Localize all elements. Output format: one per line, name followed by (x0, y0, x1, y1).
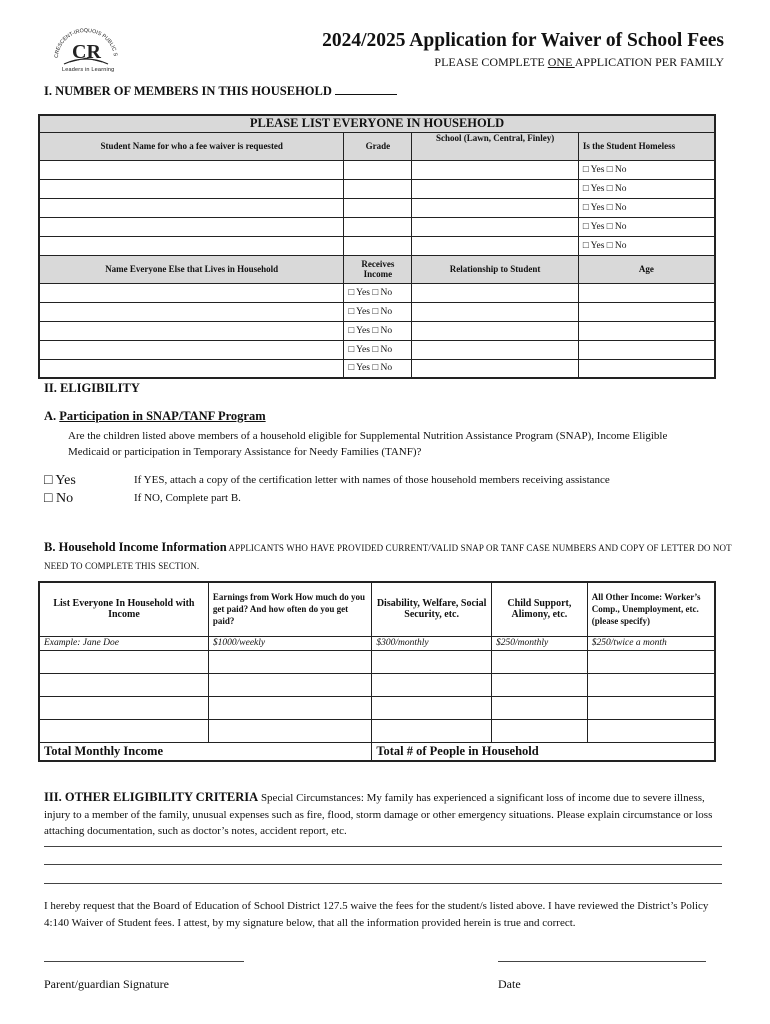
homeless-checkbox[interactable]: □ Yes □ No (578, 179, 715, 198)
income-table (38, 581, 716, 762)
logo-caption: Leaders in Learning (62, 67, 115, 73)
header-income-name: List Everyone In Household with Income (39, 582, 208, 636)
signature-label: Parent/guardian Signature (44, 977, 169, 991)
homeless-checkbox[interactable]: □ Yes □ No (578, 160, 715, 179)
disability-cell[interactable] (372, 719, 492, 742)
logo-ring-text: CRESCENT-IROQUOIS PUBLIC S (53, 27, 118, 59)
members-count-field[interactable] (335, 84, 397, 95)
date-field[interactable] (498, 961, 706, 962)
grade-cell[interactable] (344, 217, 412, 236)
table-row (39, 160, 715, 179)
header-household-name: Name Everyone Else that Lives in Household (39, 255, 344, 283)
section-a-text: Are the children listed above members of a household eligible for Supplemental Nutrition Assistance Program (SNAP), Income Eligible Medicaid or participation in Temporary Assistance for Needy Families (TANF)? (68, 430, 668, 458)
homeless-checkbox[interactable]: □ Yes □ No (578, 217, 715, 236)
table-row (39, 696, 715, 719)
example-name: Example: Jane Doe (39, 636, 208, 650)
school-cell[interactable] (412, 217, 579, 236)
table-row (39, 236, 715, 255)
section-3-text: Special Circumstances: My family has experienced a significant loss of income due to severe illness, injury to a member of the family, unusual expenses such as fire, flood, storm damage or other emergency situations. Please explain circumstance or loss attaching documentation, such as doctor’s notes, accident report, etc. (44, 792, 713, 837)
example-other: $250/twice a month (587, 636, 715, 650)
grade-cell[interactable] (344, 198, 412, 217)
header-earnings: Earnings from Work How much do you get paid? And how often do you get paid? (208, 582, 371, 636)
member-name-cell[interactable] (39, 283, 344, 302)
snap-no-checkbox[interactable]: □ No (44, 491, 74, 506)
income-name-cell[interactable] (39, 673, 208, 696)
header-school: School (Lawn, Central, Finley) (412, 132, 579, 160)
income-name-cell[interactable] (39, 719, 208, 742)
table-row (39, 283, 715, 302)
header-other-income: All Other Income: Worker’s Comp., Unemployment, etc. (please specify) (587, 582, 715, 636)
header-receives-income: Receives Income (344, 255, 412, 283)
section-2-label: II. ELIGIBILITY (44, 381, 140, 395)
member-name-cell[interactable] (39, 340, 344, 359)
relationship-cell[interactable] (412, 340, 579, 359)
age-cell[interactable] (578, 359, 715, 378)
other-income-cell[interactable] (587, 650, 715, 673)
receives-income-checkbox[interactable]: □ Yes □ No (344, 283, 412, 302)
page-title: 2024/2025 Application for Waiver of School Fees (322, 30, 724, 51)
disability-cell[interactable] (372, 673, 492, 696)
other-income-cell[interactable] (587, 719, 715, 742)
example-earnings: $1000/weekly (208, 636, 371, 650)
date-label: Date (498, 977, 521, 991)
section-b-title: B. Household Income Information APPLICANTS WHO HAVE PROVIDED CURRENT/VALID SNAP OR TANF CASE NUMBERS AND COPY OF LETTER DO NOT NEED TO COMPLETE THIS SECTION. (44, 540, 732, 571)
homeless-checkbox[interactable]: □ Yes □ No (578, 198, 715, 217)
receives-income-checkbox[interactable]: □ Yes □ No (344, 302, 412, 321)
child-support-cell[interactable] (491, 673, 587, 696)
relationship-cell[interactable] (412, 302, 579, 321)
household-table-title: PLEASE LIST EVERYONE IN HOUSEHOLD (39, 115, 715, 132)
header-age: Age (578, 255, 715, 283)
income-name-cell[interactable] (39, 696, 208, 719)
total-people-label: Total # of People in Household (372, 742, 715, 761)
grade-cell[interactable] (344, 179, 412, 198)
table-row (39, 673, 715, 696)
school-cell[interactable] (412, 236, 579, 255)
receives-income-checkbox[interactable]: □ Yes □ No (344, 359, 412, 378)
child-support-cell[interactable] (491, 696, 587, 719)
section-1-label: I. NUMBER OF MEMBERS IN THIS HOUSEHOLD (44, 84, 397, 99)
student-name-cell[interactable] (39, 179, 344, 198)
earnings-cell[interactable] (208, 719, 371, 742)
section-3-label: III. OTHER ELIGIBILITY CRITERIA (44, 790, 259, 804)
relationship-cell[interactable] (412, 283, 579, 302)
header-homeless: Is the Student Homeless (578, 132, 715, 160)
table-row (39, 359, 715, 378)
grade-cell[interactable] (344, 236, 412, 255)
age-cell[interactable] (578, 283, 715, 302)
receives-income-checkbox[interactable]: □ Yes □ No (344, 321, 412, 340)
other-income-cell[interactable] (587, 696, 715, 719)
student-name-cell[interactable] (39, 217, 344, 236)
header-grade: Grade (344, 132, 412, 160)
member-name-cell[interactable] (39, 321, 344, 340)
explanation-line[interactable] (44, 864, 722, 865)
snap-yes-checkbox[interactable]: □ Yes (44, 473, 76, 488)
example-disability: $300/monthly (372, 636, 492, 650)
logo-letters: CR (72, 41, 101, 63)
student-name-cell[interactable] (39, 160, 344, 179)
relationship-cell[interactable] (412, 321, 579, 340)
example-row (39, 636, 715, 650)
earnings-cell[interactable] (208, 650, 371, 673)
snap-yes-instructions: If YES, attach a copy of the certification letter with names of those household members receiving assistance (134, 474, 610, 486)
table-row (39, 719, 715, 742)
member-name-cell[interactable] (39, 302, 344, 321)
grade-cell[interactable] (344, 160, 412, 179)
table-row (39, 217, 715, 236)
signature-field[interactable] (44, 961, 244, 962)
earnings-cell[interactable] (208, 673, 371, 696)
relationship-cell[interactable] (412, 359, 579, 378)
age-cell[interactable] (578, 321, 715, 340)
student-name-cell[interactable] (39, 198, 344, 217)
header-student-name: Student Name for who a fee waiver is requested (39, 132, 344, 160)
disability-cell[interactable] (372, 696, 492, 719)
page-subtitle: PLEASE COMPLETE ONE APPLICATION PER FAMILY (434, 55, 724, 69)
explanation-line[interactable] (44, 883, 722, 884)
totals-row (39, 742, 715, 761)
section-3 (44, 789, 730, 840)
header-child-support: Child Support, Alimony, etc. (491, 582, 587, 636)
child-support-cell[interactable] (491, 719, 587, 742)
table-row (39, 340, 715, 359)
table-row (39, 302, 715, 321)
header-relationship: Relationship to Student (412, 255, 579, 283)
school-cell[interactable] (412, 160, 579, 179)
example-child-support: $250/monthly (491, 636, 587, 650)
header-disability: Disability, Welfare, Social Security, etc. (372, 582, 492, 636)
table-row (39, 179, 715, 198)
age-cell[interactable] (578, 302, 715, 321)
school-cell[interactable] (412, 198, 579, 217)
student-name-cell[interactable] (39, 236, 344, 255)
income-name-cell[interactable] (39, 650, 208, 673)
household-table (38, 114, 716, 379)
earnings-cell[interactable] (208, 696, 371, 719)
section-b-note: APPLICANTS WHO HAVE PROVIDED CURRENT/VALID SNAP OR TANF CASE NUMBERS AND COPY OF LETTER DO NOT NEED TO COMPLETE THIS SECTION. (44, 543, 732, 571)
attestation-text: I hereby request that the Board of Education of School District 127.5 waive the fees for the student/s listed above. I have reviewed the District’s Policy 4:140 Waiver of Student fees. I attest, by my signature below, that all the information provided herein is true and correct. (44, 900, 709, 929)
homeless-checkbox[interactable]: □ Yes □ No (578, 236, 715, 255)
member-name-cell[interactable] (39, 359, 344, 378)
table-row (39, 198, 715, 217)
child-support-cell[interactable] (491, 650, 587, 673)
other-income-cell[interactable] (587, 673, 715, 696)
snap-no-instructions: If NO, Complete part B. (134, 492, 241, 504)
disability-cell[interactable] (372, 650, 492, 673)
school-cell[interactable] (412, 179, 579, 198)
total-monthly-income-label: Total Monthly Income (39, 742, 372, 761)
table-row (39, 650, 715, 673)
age-cell[interactable] (578, 340, 715, 359)
explanation-line[interactable] (44, 846, 722, 847)
table-row (39, 321, 715, 340)
section-a-title: A. Participation in SNAP/TANF Program (44, 409, 266, 423)
receives-income-checkbox[interactable]: □ Yes □ No (344, 340, 412, 359)
